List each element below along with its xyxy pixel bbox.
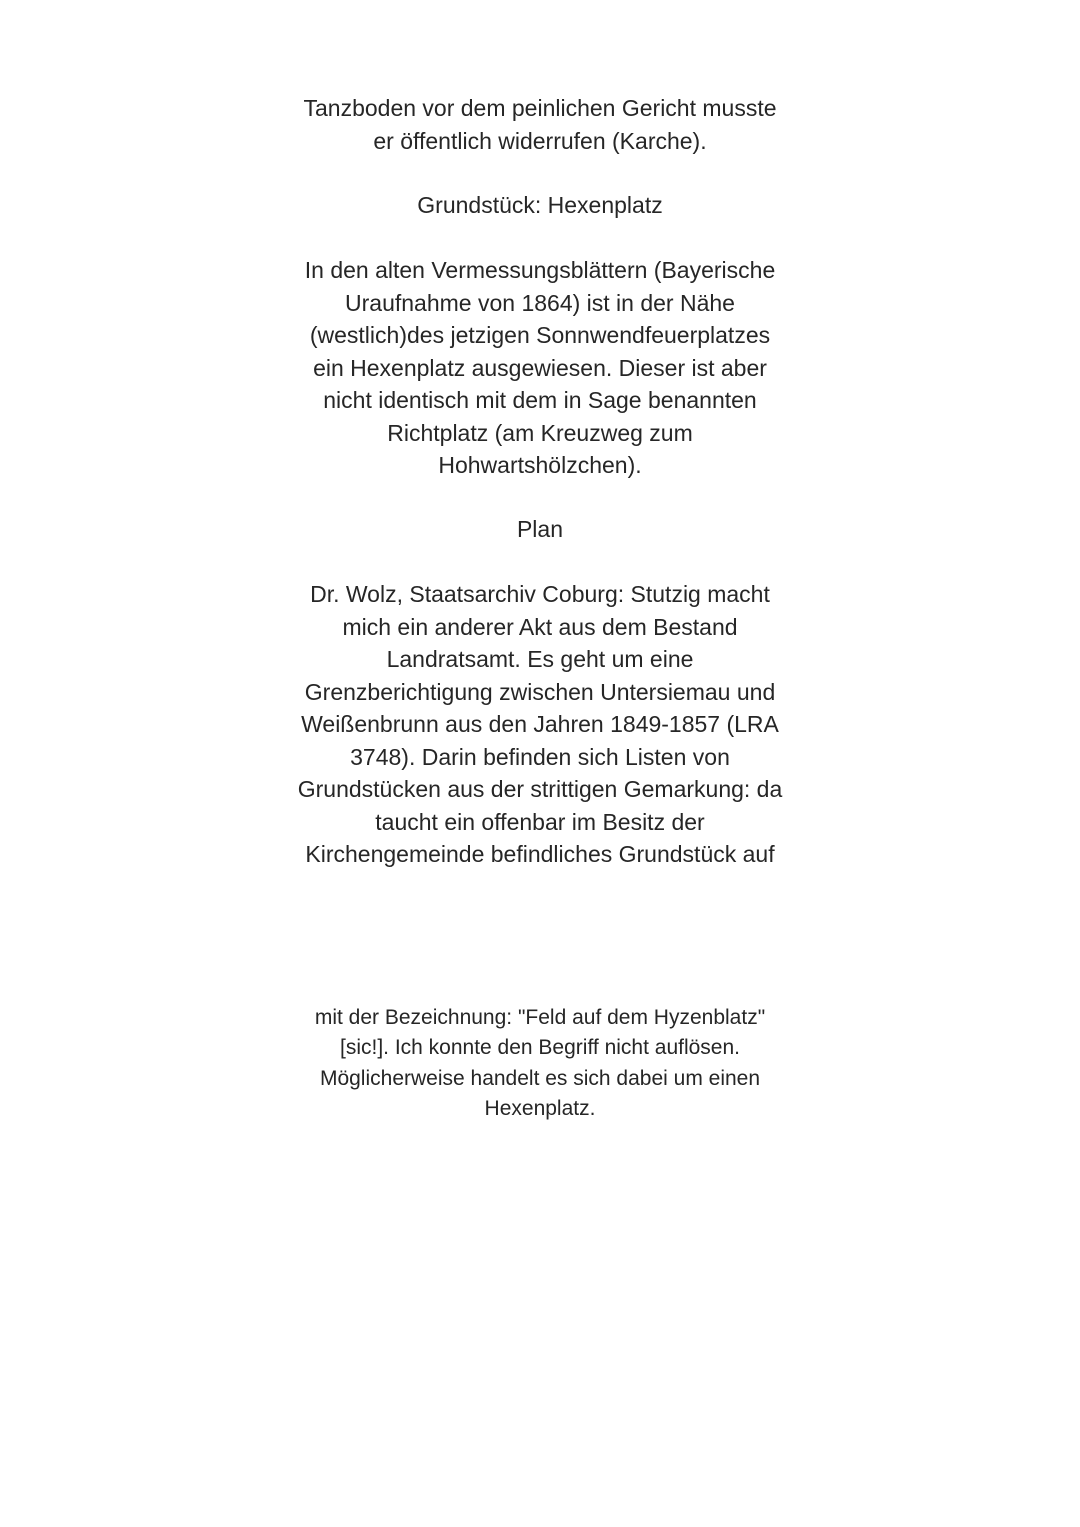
paragraph-hyzenblatz xyxy=(270,1003,810,1124)
text-line: Weißenbrunn aus den Jahren 1849-1857 (LRA xyxy=(301,711,779,737)
text-line: mit der Bezeichnung: "Feld auf dem Hyzenblatz" xyxy=(314,1006,766,1029)
text-line: nicht identisch mit dem in Sage benannten xyxy=(323,387,757,413)
text-line: In den alten Vermessungsblättern (Bayerische xyxy=(304,257,776,283)
text-line: Plan xyxy=(516,516,564,542)
text-line: Grenzberichtigung zwischen Untersiemau und xyxy=(304,678,776,705)
text-line: Dr. Wolz, Staatsarchiv Coburg: Stutzig macht xyxy=(310,581,770,607)
text-line: mich ein anderer Akt aus dem Bestand xyxy=(342,613,738,640)
heading-plan xyxy=(270,513,810,546)
text-line: Kirchengemeinde befindliches Grundstück auf xyxy=(305,841,775,867)
text-line: Tanzboden vor dem peinlichen Gericht musste xyxy=(303,95,777,121)
text-line: er öffentlich widerrufen (Karche). xyxy=(373,127,707,154)
text-line: taucht ein offenbar im Besitz der xyxy=(375,808,705,835)
heading-grundstueck xyxy=(270,189,810,222)
text-line: Grundstücken aus der strittigen Gemarkung: da xyxy=(297,776,783,802)
text-line: [sic!]. Ich konnte den Begriff nicht auflösen. xyxy=(339,1036,740,1060)
text-line: Hexenplatz. xyxy=(484,1096,596,1120)
text-line: ein Hexenplatz ausgewiesen. Dieser ist aber xyxy=(313,354,767,381)
text-line: Richtplatz (am Kreuzweg zum xyxy=(387,419,693,446)
text-line: Grundstück: Hexenplatz xyxy=(417,192,663,218)
text-line: Landratsamt. Es geht um eine xyxy=(386,646,694,672)
paragraph-tanzboden xyxy=(270,92,810,157)
text-line: Uraufnahme von 1864) ist in der Nähe xyxy=(345,289,735,316)
text-line: (westlich)des jetzigen Sonnwendfeuerplatzes xyxy=(309,322,771,348)
text-line: Hohwartshölzchen). xyxy=(438,452,642,478)
text-line: 3748). Darin befinden sich Listen von xyxy=(350,743,730,770)
paragraph-wolz xyxy=(270,578,810,871)
paragraph-vermessungsblaetter xyxy=(270,254,810,482)
text-line: Möglicherweise handelt es sich dabei um einen xyxy=(319,1066,761,1090)
